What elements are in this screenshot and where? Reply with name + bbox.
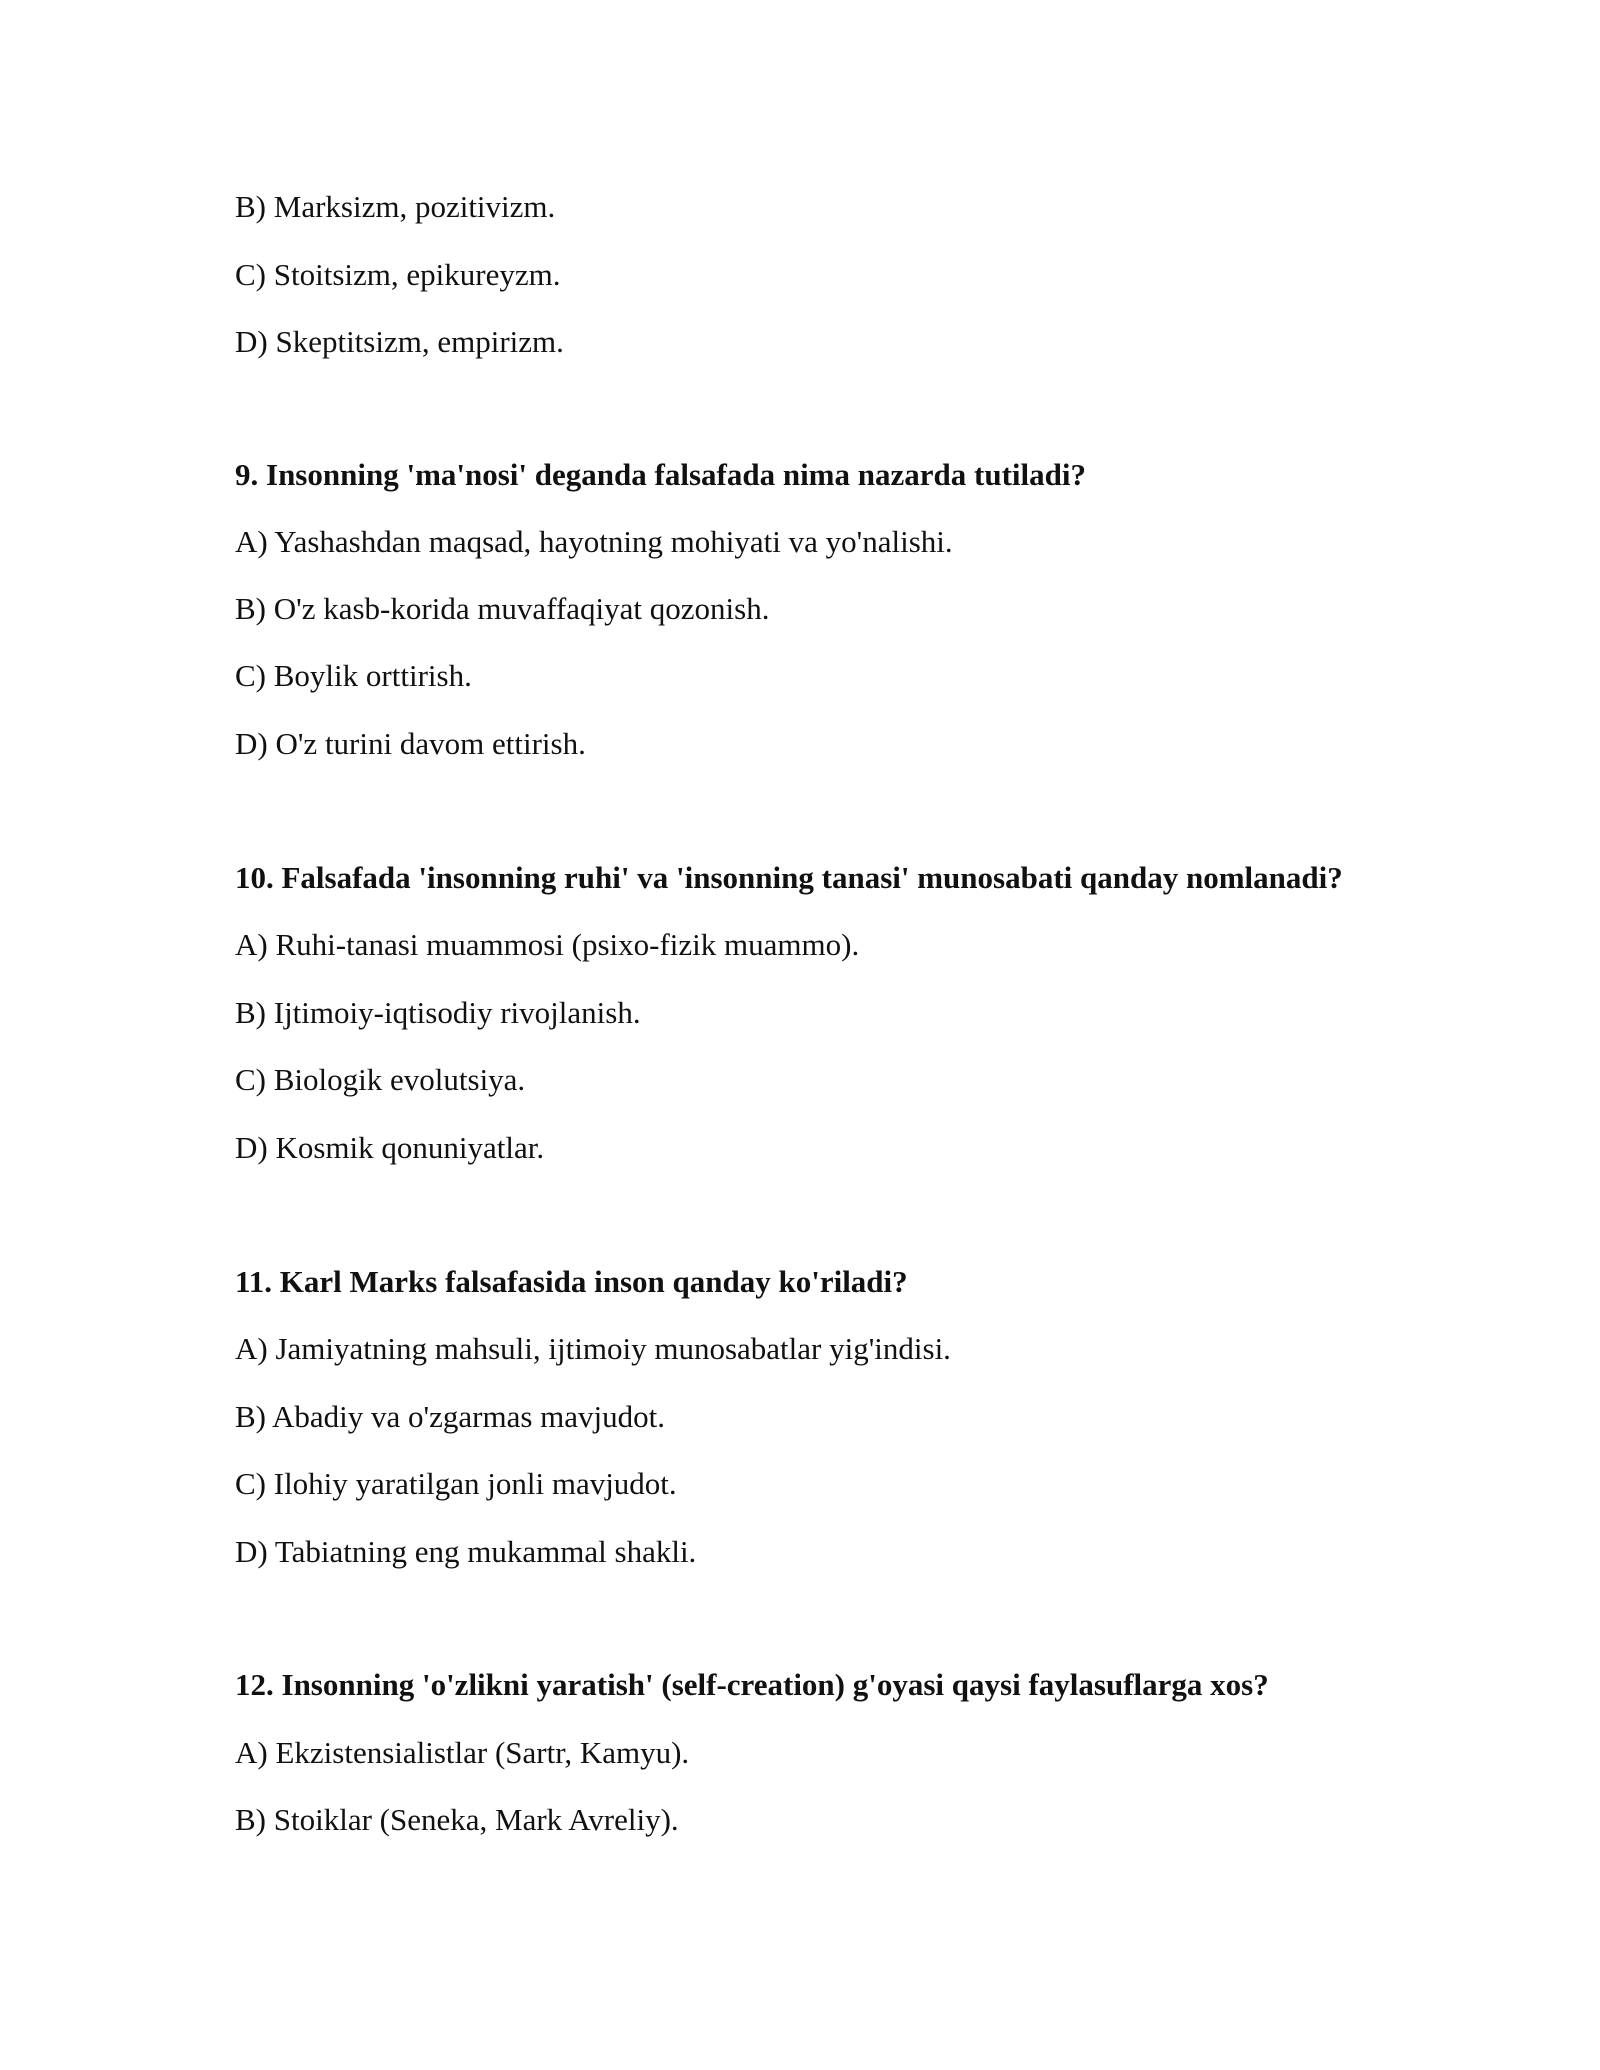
option-text: D) Kosmik qonuniyatlar. (235, 1130, 545, 1165)
option-text: C) Stoitsizm, epikureyzm. (235, 257, 561, 292)
option-text: A) Ruhi-tanasi muammosi (psixo-fizik muammo). (235, 927, 860, 962)
option-text: B) Abadiy va o'zgarmas mavjudot. (235, 1399, 666, 1434)
option-text: C) Biologik evolutsiya. (235, 1062, 526, 1097)
question-heading: 11. Karl Marks falsafasida inson qanday ko'riladi? (235, 1264, 908, 1299)
option-text: B) Stoiklar (Seneka, Mark Avreliy). (235, 1802, 679, 1837)
option-text: B) O'z kasb-korida muvaffaqiyat qozonish. (235, 591, 770, 626)
option-text: D) Skeptitsizm, empirizm. (235, 324, 564, 359)
option-text: B) Ijtimoiy-iqtisodiy rivojlanish. (235, 995, 641, 1030)
option-text: D) Tabiatning eng mukammal shakli. (235, 1534, 697, 1569)
option-text: A) Ekzistensialistlar (Sartr, Kamyu). (235, 1735, 690, 1770)
question-heading: 12. Insonning 'o'zlikni yaratish' (self-creation) g'oyasi qaysi faylasuflarga xos? (235, 1667, 1269, 1702)
option-text: C) Ilohiy yaratilgan jonli mavjudot. (235, 1466, 677, 1501)
question-heading: 10. Falsafada 'insonning ruhi' va 'insonning tanasi' munosabati qanday nomlanadi? (235, 860, 1343, 895)
option-text: A) Yashashdan maqsad, hayotning mohiyati va yo'nalishi. (235, 524, 953, 559)
option-text: C) Boylik orttirish. (235, 658, 472, 693)
option-text: A) Jamiyatning mahsuli, ijtimoiy munosabatlar yig'indisi. (235, 1331, 951, 1366)
question-heading: 9. Insonning 'ma'nosi' deganda falsafada nima nazarda tutiladi? (235, 457, 1086, 492)
option-text: B) Marksizm, pozitivizm. (235, 189, 556, 224)
option-text: D) O'z turini davom ettirish. (235, 726, 586, 761)
